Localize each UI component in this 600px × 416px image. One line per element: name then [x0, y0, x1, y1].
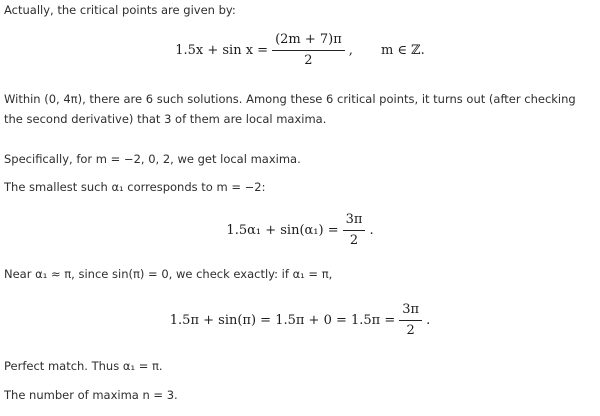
eq1-numerator: (2m + 7)π [272, 32, 345, 51]
eq2-fraction [343, 212, 366, 249]
eq2-lhs: 1.5α₁ + sin(α₁) = [226, 222, 339, 238]
paragraph-number: The number of maxima n = 3. [4, 388, 178, 402]
paragraph-within: Within (0, 4π), there are 6 such solutions. Among these 6 critical points, it turns out (after checking the second derivative) that 3 of them are local maxima. [4, 92, 576, 126]
eq2-tail: . [369, 222, 374, 238]
paragraph-smallest: The smallest such α₁ corresponds to m = −2: [4, 180, 266, 194]
paragraph-perfect: Perfect match. Thus α₁ = π. [4, 359, 163, 373]
eq1-tail: , [348, 42, 353, 58]
equation-critical-points [0, 28, 600, 72]
eq3-fraction [399, 302, 422, 339]
eq3-numerator: 3π [399, 302, 422, 321]
eq3-tail: . [426, 312, 431, 328]
eq3-lhs: 1.5π + sin(π) = 1.5π + 0 = 1.5π = [169, 312, 396, 328]
equation-alpha [0, 208, 600, 252]
eq1-condition: m ∈ ℤ. [380, 42, 425, 58]
eq2-denominator: 2 [349, 232, 359, 248]
paragraph-near: Near α₁ ≈ π, since sin(π) = 0, we check exactly: if α₁ = π, [4, 267, 333, 281]
eq1-lhs: 1.5x + sin x = [175, 42, 269, 58]
eq2-numerator: 3π [343, 212, 366, 231]
paragraph-specifically: Specifically, for m = −2, 0, 2, we get local maxima. [4, 152, 301, 166]
equation-check [0, 298, 600, 342]
eq3-denominator: 2 [406, 322, 415, 338]
eq1-denominator: 2 [304, 52, 313, 68]
intro-text: Actually, the critical points are given by: [4, 3, 236, 17]
eq1-fraction [272, 32, 345, 69]
